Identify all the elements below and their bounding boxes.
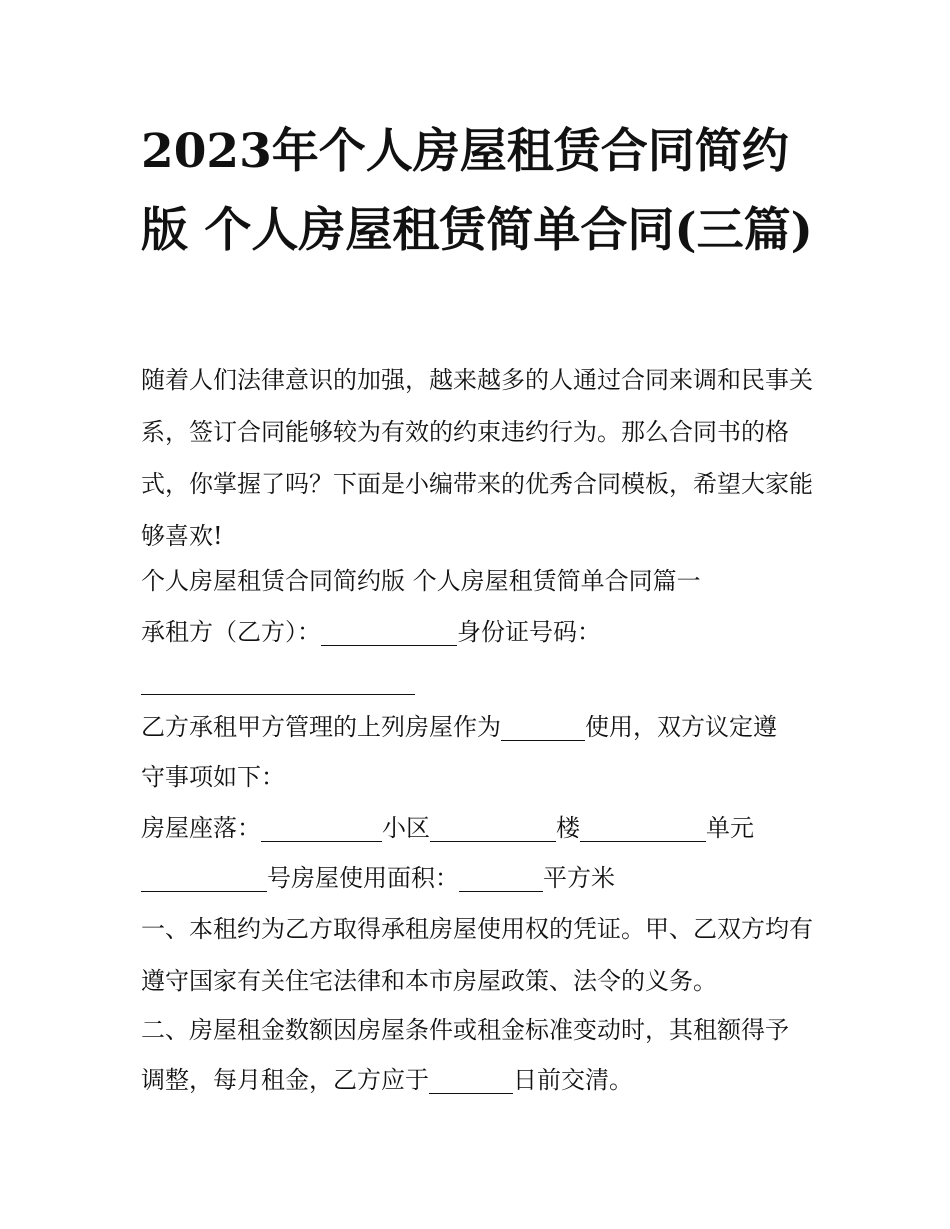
section-heading: 个人房屋租赁合同简约版 个人房屋租赁简单合同篇一	[141, 567, 701, 595]
tenant-name-blank	[321, 615, 457, 646]
unit-label: 单元	[706, 814, 754, 842]
community-label: 小区	[382, 814, 430, 842]
building-blank	[580, 811, 706, 842]
id-number-blank	[141, 664, 415, 695]
usage-line-2: 守事项如下：	[141, 763, 285, 791]
usage-text-before: 乙方承租甲方管理的上列房屋作为	[141, 713, 501, 741]
room-blank	[141, 861, 267, 892]
clause-2-text-before: 调整，每月租金，乙方应于	[141, 1066, 429, 1094]
community-blank	[430, 811, 556, 842]
tenant-line	[141, 606, 601, 658]
clause-2-text-after: 日前交清。	[513, 1066, 633, 1094]
usage-line	[141, 701, 777, 753]
usage-text-after: 使用，双方议定遵	[585, 713, 777, 741]
location-label: 房屋座落：	[141, 814, 261, 842]
clause-1: 一、本租约为乙方取得承租房屋使用权的凭证。甲、乙双方均有遵守国家有关住宅法律和本市房屋政策、法令的义务。	[141, 915, 813, 995]
location-blank	[261, 811, 382, 842]
id-number-line	[141, 655, 415, 707]
room-area-line	[141, 852, 615, 904]
usage-blank	[501, 710, 585, 741]
area-unit: 平方米	[543, 864, 615, 892]
intro-paragraph: 随着人们法律意识的加强，越来越多的人通过合同来调和民事关系，签订合同能够较为有效的约束违约行为。那么合同书的格式，你掌握了吗？下面是小编带来的优秀合同模板，希望大家能够喜欢!	[141, 366, 813, 550]
id-label: 身份证号码：	[457, 618, 601, 646]
location-line	[141, 802, 754, 854]
clause-2-line-1: 二、房屋租金数额因房屋条件或租金标准变动时，其租额得予	[141, 1016, 789, 1044]
payment-day-blank	[429, 1063, 513, 1094]
room-label: 号房屋使用面积：	[267, 864, 459, 892]
area-blank	[459, 861, 543, 892]
document-title: 2023年个人房屋租赁合同简约版 个人房屋租赁简单合同(三篇)	[141, 124, 813, 258]
building-label: 楼	[556, 814, 580, 842]
tenant-label: 承租方（乙方）：	[141, 618, 321, 646]
clause-2-line-2	[141, 1054, 633, 1106]
